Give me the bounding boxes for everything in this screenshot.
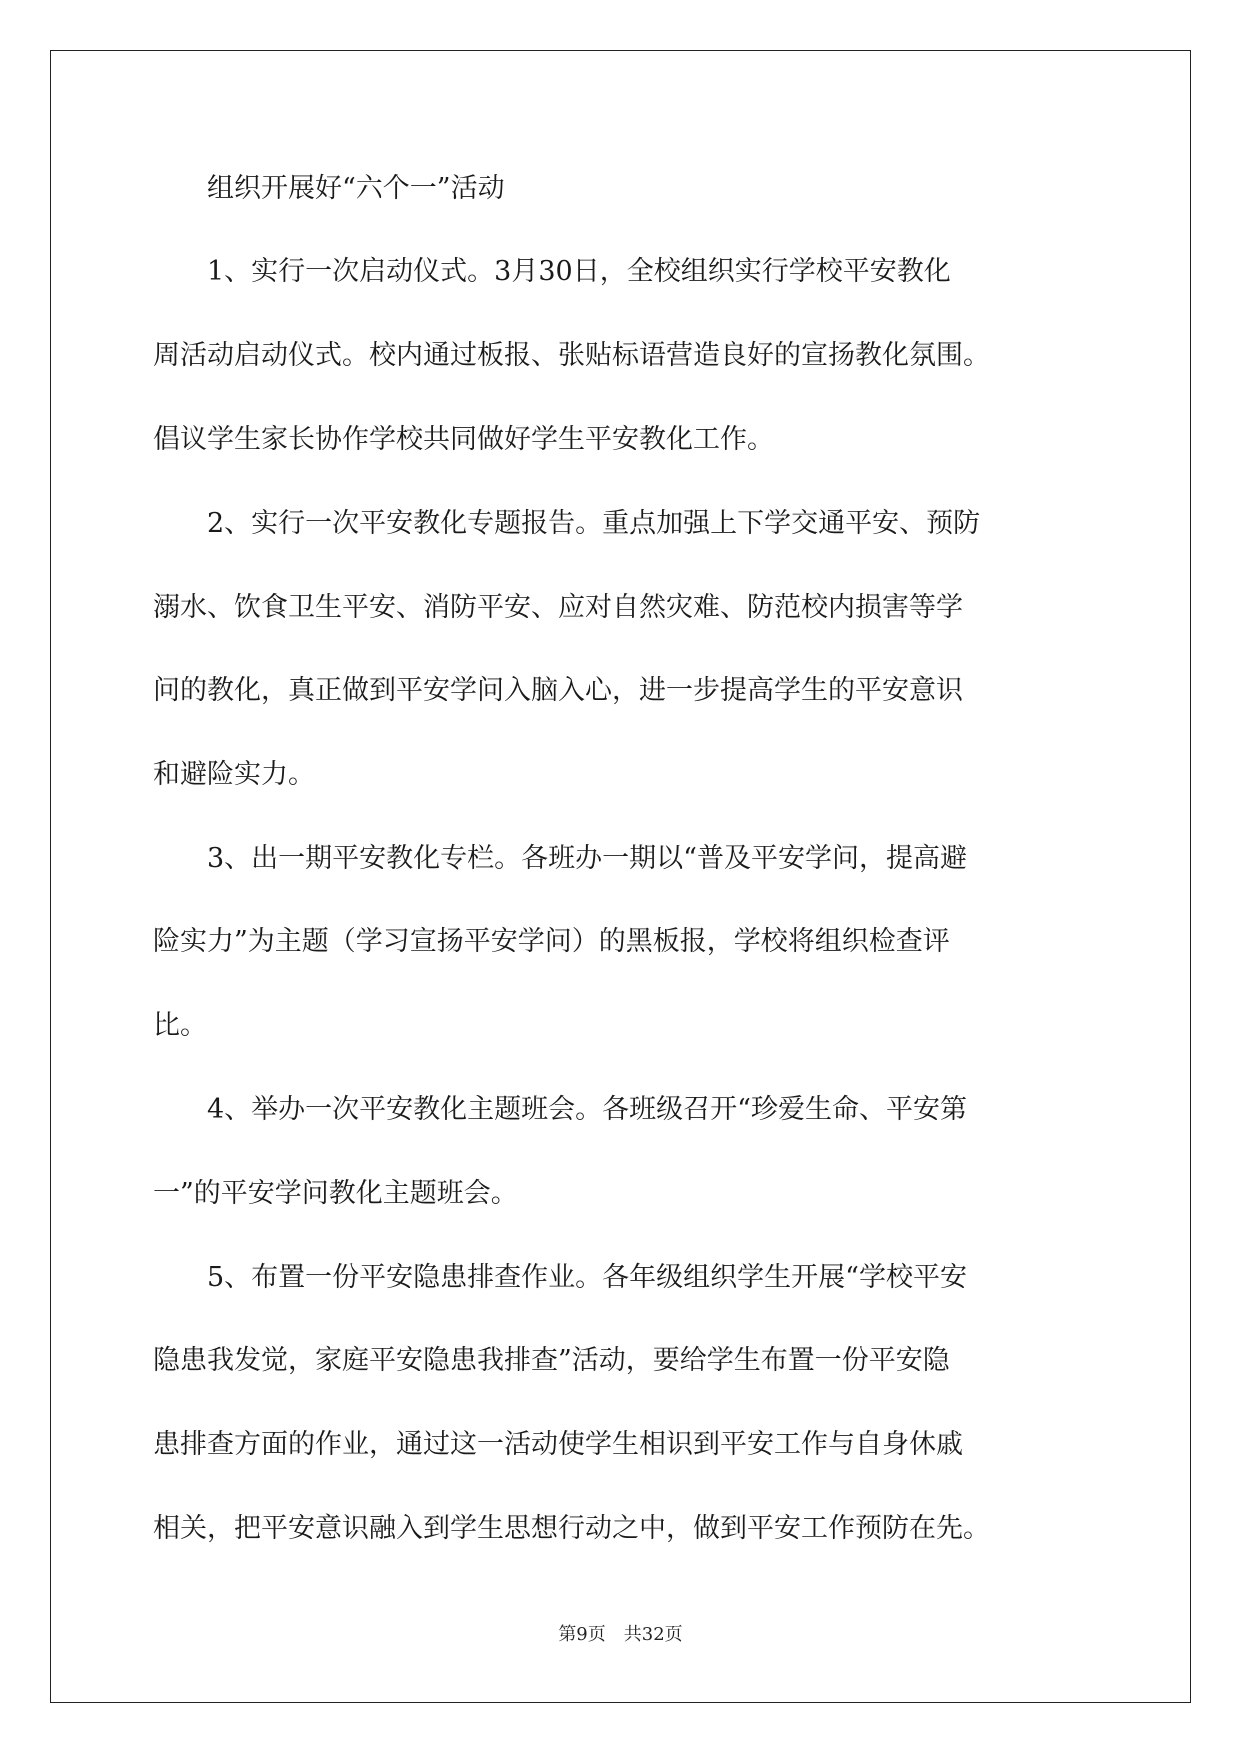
page-footer <box>0 1620 1241 1646</box>
total-page-count: 共32页 <box>623 1624 683 1645</box>
text-line: 相关，把平安意识融入到学生思想行动之中，做到平安工作预防在先。 <box>153 1513 990 1544</box>
text-line: 溺水、饮食卫生平安、消防平安、应对自然灾难、防范校内损害等学 <box>153 592 963 623</box>
current-page-number: 第9页 <box>558 1624 606 1645</box>
text-line: 5、布置一份平安隐患排查作业。各年级组织学生开展“学校平安 <box>153 1262 967 1293</box>
text-line: 患排查方面的作业，通过这一活动使学生相识到平安工作与自身休戚 <box>153 1429 963 1460</box>
text-line: 险实力”为主题（学习宣扬平安学问）的黑板报，学校将组织检查评 <box>153 926 950 957</box>
text-line: 周活动启动仪式。校内通过板报、张贴标语营造良好的宣扬教化氛围。 <box>153 340 990 371</box>
text-line: 和避险实力。 <box>153 759 315 790</box>
text-line: 1、实行一次启动仪式。3月30日，全校组织实行学校平安教化 <box>153 256 951 287</box>
text-line: 隐患我发觉，家庭平安隐患我排查”活动，要给学生布置一份平安隐 <box>153 1345 950 1376</box>
text-line: 一”的平安学问教化主题班会。 <box>153 1178 518 1209</box>
text-line: 4、举办一次平安教化主题班会。各班级召开“珍爱生命、平安第 <box>153 1094 967 1125</box>
text-line: 2、实行一次平安教化专题报告。重点加强上下学交通平安、预防 <box>153 508 981 539</box>
text-line: 问的教化，真正做到平安学问入脑入心，进一步提高学生的平安意识 <box>153 675 963 706</box>
text-line: 3、出一期平安教化专栏。各班办一期以“普及平安学问，提高避 <box>153 843 967 874</box>
text-line: 倡议学生家长协作学校共同做好学生平安教化工作。 <box>153 424 774 455</box>
paragraph-heading: 组织开展好“六个一”活动 <box>153 173 505 204</box>
text-line: 比。 <box>153 1010 207 1041</box>
